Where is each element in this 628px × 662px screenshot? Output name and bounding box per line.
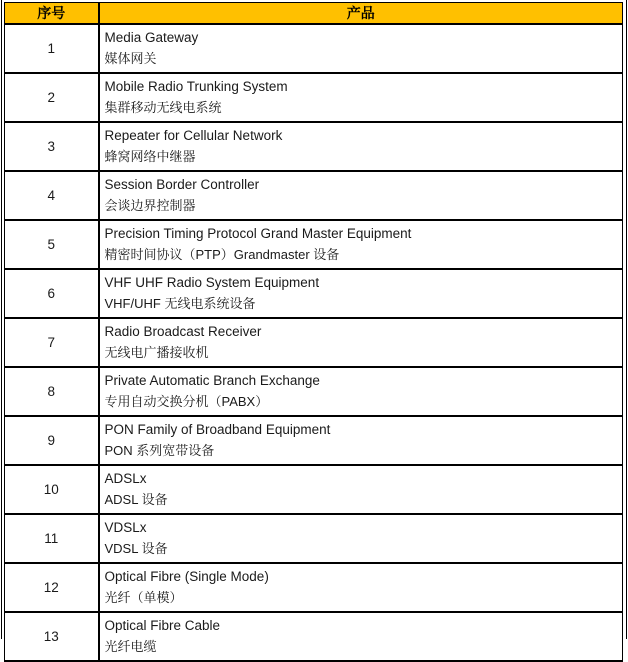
product-name-en: Media Gateway <box>104 30 199 45</box>
table-row <box>5 73 623 122</box>
table-row <box>5 612 623 661</box>
header-cell-index: 序号 <box>5 3 99 25</box>
row-number-cell <box>5 612 99 661</box>
product-cell <box>99 220 623 269</box>
row-number-cell <box>5 122 99 171</box>
product-name-en: Session Border Controller <box>104 177 260 192</box>
row-number-cell <box>5 318 99 367</box>
row-number-cell <box>5 220 99 269</box>
row-number-cell <box>5 73 99 122</box>
row-number: 13 <box>43 629 59 644</box>
table-row <box>5 465 623 514</box>
table-row <box>5 416 623 465</box>
product-name-zh: 无线电广播接收机 <box>104 345 209 360</box>
row-number-cell <box>5 24 99 73</box>
product-cell <box>99 514 623 563</box>
product-name-zh: 集群移动无线电系统 <box>104 100 222 115</box>
row-number-cell <box>5 465 99 514</box>
product-name-en: Private Automatic Branch Exchange <box>104 373 320 388</box>
product-name-en: Precision Timing Protocol Grand Master Equipment <box>104 226 412 241</box>
header-cell-product: 产品 <box>99 3 623 25</box>
row-number: 3 <box>47 139 55 154</box>
table-row <box>5 24 623 73</box>
table-row <box>5 122 623 171</box>
table-row <box>5 269 623 318</box>
row-number-cell <box>5 367 99 416</box>
product-name-en: Repeater for Cellular Network <box>104 128 283 143</box>
product-name-zh: VDSL 设备 <box>104 541 168 556</box>
product-name-zh: VHF/UHF 无线电系统设备 <box>104 296 256 311</box>
table-body <box>5 24 623 661</box>
product-name-en: Mobile Radio Trunking System <box>104 79 288 94</box>
product-table <box>4 2 623 662</box>
product-cell <box>99 73 623 122</box>
product-cell <box>99 171 623 220</box>
product-name-zh: 媒体网关 <box>104 51 157 66</box>
row-number: 7 <box>47 335 55 350</box>
product-name-en: Optical Fibre (Single Mode) <box>104 569 269 584</box>
table-row <box>5 514 623 563</box>
product-name-zh: 光纤（单模） <box>104 590 183 605</box>
outer-left-border <box>1 0 2 639</box>
table-row <box>5 171 623 220</box>
product-cell <box>99 367 623 416</box>
row-number-cell <box>5 171 99 220</box>
row-number: 11 <box>44 531 59 546</box>
row-number: 4 <box>47 188 55 203</box>
table-row <box>5 563 623 612</box>
product-name-en: VDSLx <box>104 520 147 535</box>
product-name-zh: 蜂窝网络中继器 <box>104 149 196 164</box>
row-number-cell <box>5 416 99 465</box>
table-row <box>5 367 623 416</box>
row-number-cell <box>5 269 99 318</box>
product-cell <box>99 269 623 318</box>
product-cell <box>99 612 623 661</box>
product-name-en: ADSLx <box>104 471 147 486</box>
row-number: 9 <box>47 433 55 448</box>
product-name-zh: 精密时间协议（PTP）Grandmaster 设备 <box>104 247 340 262</box>
product-name-zh: 专用自动交换分机（PABX） <box>104 394 269 409</box>
product-name-zh: 会谈边界控制器 <box>104 198 196 213</box>
row-number: 2 <box>47 90 55 105</box>
product-cell <box>99 416 623 465</box>
product-cell <box>99 24 623 73</box>
row-number: 5 <box>47 237 55 252</box>
product-name-zh: PON 系列宽带设备 <box>104 443 215 458</box>
product-name-zh: ADSL 设备 <box>104 492 168 507</box>
product-cell <box>99 563 623 612</box>
product-name-en: PON Family of Broadband Equipment <box>104 422 331 437</box>
header-row <box>5 3 623 25</box>
row-number: 8 <box>47 384 55 399</box>
row-number: 12 <box>43 580 59 595</box>
product-name-zh: 光纤电缆 <box>104 639 157 654</box>
product-cell <box>99 122 623 171</box>
outer-right-border <box>626 0 627 639</box>
product-cell <box>99 465 623 514</box>
row-number-cell <box>5 514 99 563</box>
row-number: 1 <box>47 41 55 56</box>
row-number-cell <box>5 563 99 612</box>
row-number: 10 <box>43 482 59 497</box>
table-row <box>5 220 623 269</box>
product-name-en: Radio Broadcast Receiver <box>104 324 262 339</box>
product-cell <box>99 318 623 367</box>
row-number: 6 <box>47 286 55 301</box>
product-name-en: VHF UHF Radio System Equipment <box>104 275 320 290</box>
product-name-en: Optical Fibre Cable <box>104 618 221 633</box>
table-row <box>5 318 623 367</box>
